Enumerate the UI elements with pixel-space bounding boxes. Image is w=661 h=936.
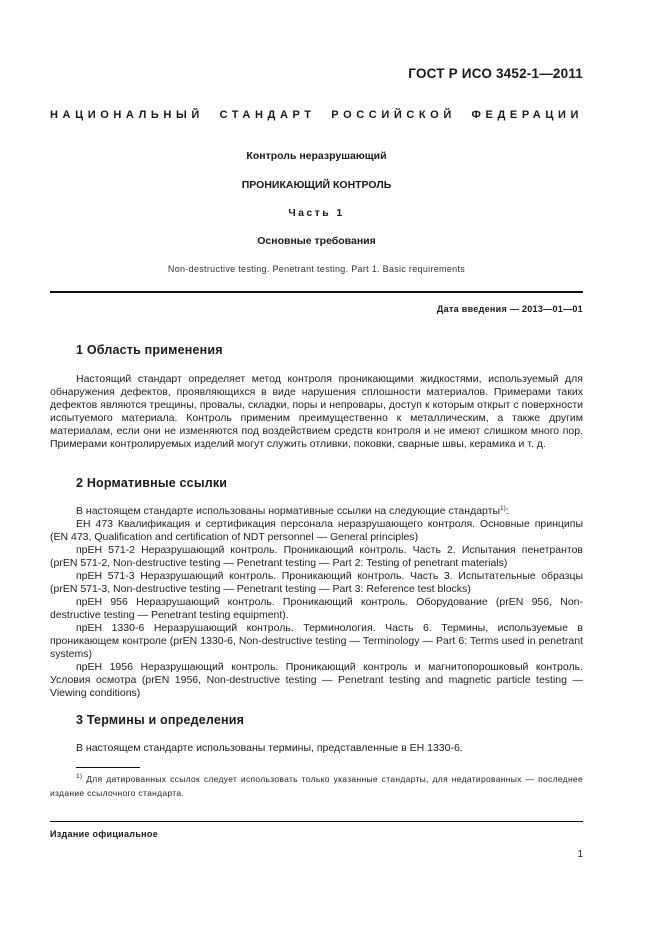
footnote-mark: 1) — [76, 773, 83, 780]
section-2-intro — [50, 505, 583, 518]
document-code: ГОСТ Р ИСО 3452-1—2011 — [408, 66, 583, 81]
section-1-body — [50, 373, 583, 451]
edition-label: Издание официальное — [50, 829, 159, 839]
reference-item: прЕН 1330-6 Неразрушающий контроль. Терминология. Часть 6. Термины, используемые в проникающем контроле (prEN 1330-6, Non-destructive testing — Terminology — Part 6: Terms used in penetrant systems) — [50, 622, 583, 660]
section-1-paragraph: Настоящий стандарт определяет метод контроля проникающими жидкостями, используемый для обнаружения дефектов, проявляющихся в виде нарушения сплошности материалов. Примерами таких дефектов являются трещины, провалы, складки, поры и непровары, доступ к которым открыт с поверхности испытуемого материала. Контроль применим преимущественно к металлическим, а также другим материалам, если они не изменяются под воздействием средств контроля и не имеют слишком много пор. Примерами контролируемых изделий могут служить отливки, поковки, сварные швы, керамика и т. д. — [50, 373, 583, 450]
title-part: Часть 1 — [288, 207, 345, 219]
title-line-2: ПРОНИКАЮЩИЙ КОНТРОЛЬ — [241, 179, 392, 191]
introduction-date: Дата введения — 2013—01—01 — [436, 304, 583, 314]
title-divider — [50, 291, 583, 293]
section-2-intro-text: В настоящем стандарте использованы нормативные ссылки на следующие стандарты — [76, 505, 501, 517]
footnote — [50, 772, 583, 800]
reference-item: прЕН 571-3 Неразрушающий контроль. Проникающий контроль. Часть 3. Испытательные образцы (prEN 571-3, Non-destructive testing — Penetrant testing — Part 3: Reference test blocks) — [50, 570, 583, 595]
title-subtitle: Основные требования — [257, 235, 376, 247]
page-number: 1 — [577, 849, 583, 860]
footnote-text: Для датированных ссылок следует использовать только указанные стандарты, для недатированных — последнее издание ссылочного стандарта. — [50, 774, 583, 798]
section-1-heading: 1 Область применения — [76, 343, 223, 357]
section-3-body — [50, 742, 583, 755]
footnote-divider — [76, 767, 140, 768]
section-2-heading: 2 Нормативные ссылки — [76, 476, 228, 490]
title-english: Non-destructive testing. Penetrant testing. Part 1. Basic requirements — [167, 264, 466, 274]
section-3-paragraph: В настоящем стандарте использованы термины, представленные в ЕН 1330-6. — [76, 742, 463, 754]
reference-item: прЕН 956 Неразрушающий контроль. Проникающий контроль. Оборудование (prEN 956, Non-destructive testing — Penetrant testing equipment). — [50, 596, 583, 621]
national-standard-banner: НАЦИОНАЛЬНЫЙ СТАНДАРТ РОССИЙСКОЙ ФЕДЕРАЦИИ — [50, 109, 583, 121]
section-3-heading: 3 Термины и определения — [76, 713, 245, 727]
footnote-reference[interactable]: 1) — [500, 505, 506, 512]
reference-item: ЕН 473 Квалификация и сертификация персонала неразрушающего контроля. Основные принципы (EN 473, Qualification and certification of NDT personnel — General principles) — [50, 518, 583, 543]
title-line-1: Контроль неразрушающий — [246, 150, 387, 162]
footer-divider — [50, 821, 583, 822]
reference-item: прЕН 571-2 Неразрушающий контроль. Проникающий контроль. Часть 2. Испытания пенетрантов (prEN 571-2, Non-destructive testing — Penetrant testing — Part 2: Testing of penetrant materials) — [50, 544, 583, 569]
reference-item: прЕН 1956 Неразрушающий контроль. Проникающий контроль и магнитопорошковый контроль. Условия осмотра (prEN 1956, Non-destructive testing — Penetrant testing and magnetic particle testing — Viewing conditions) — [50, 661, 583, 699]
section-2-body — [50, 505, 583, 700]
section-2-intro-end: : — [505, 505, 509, 517]
